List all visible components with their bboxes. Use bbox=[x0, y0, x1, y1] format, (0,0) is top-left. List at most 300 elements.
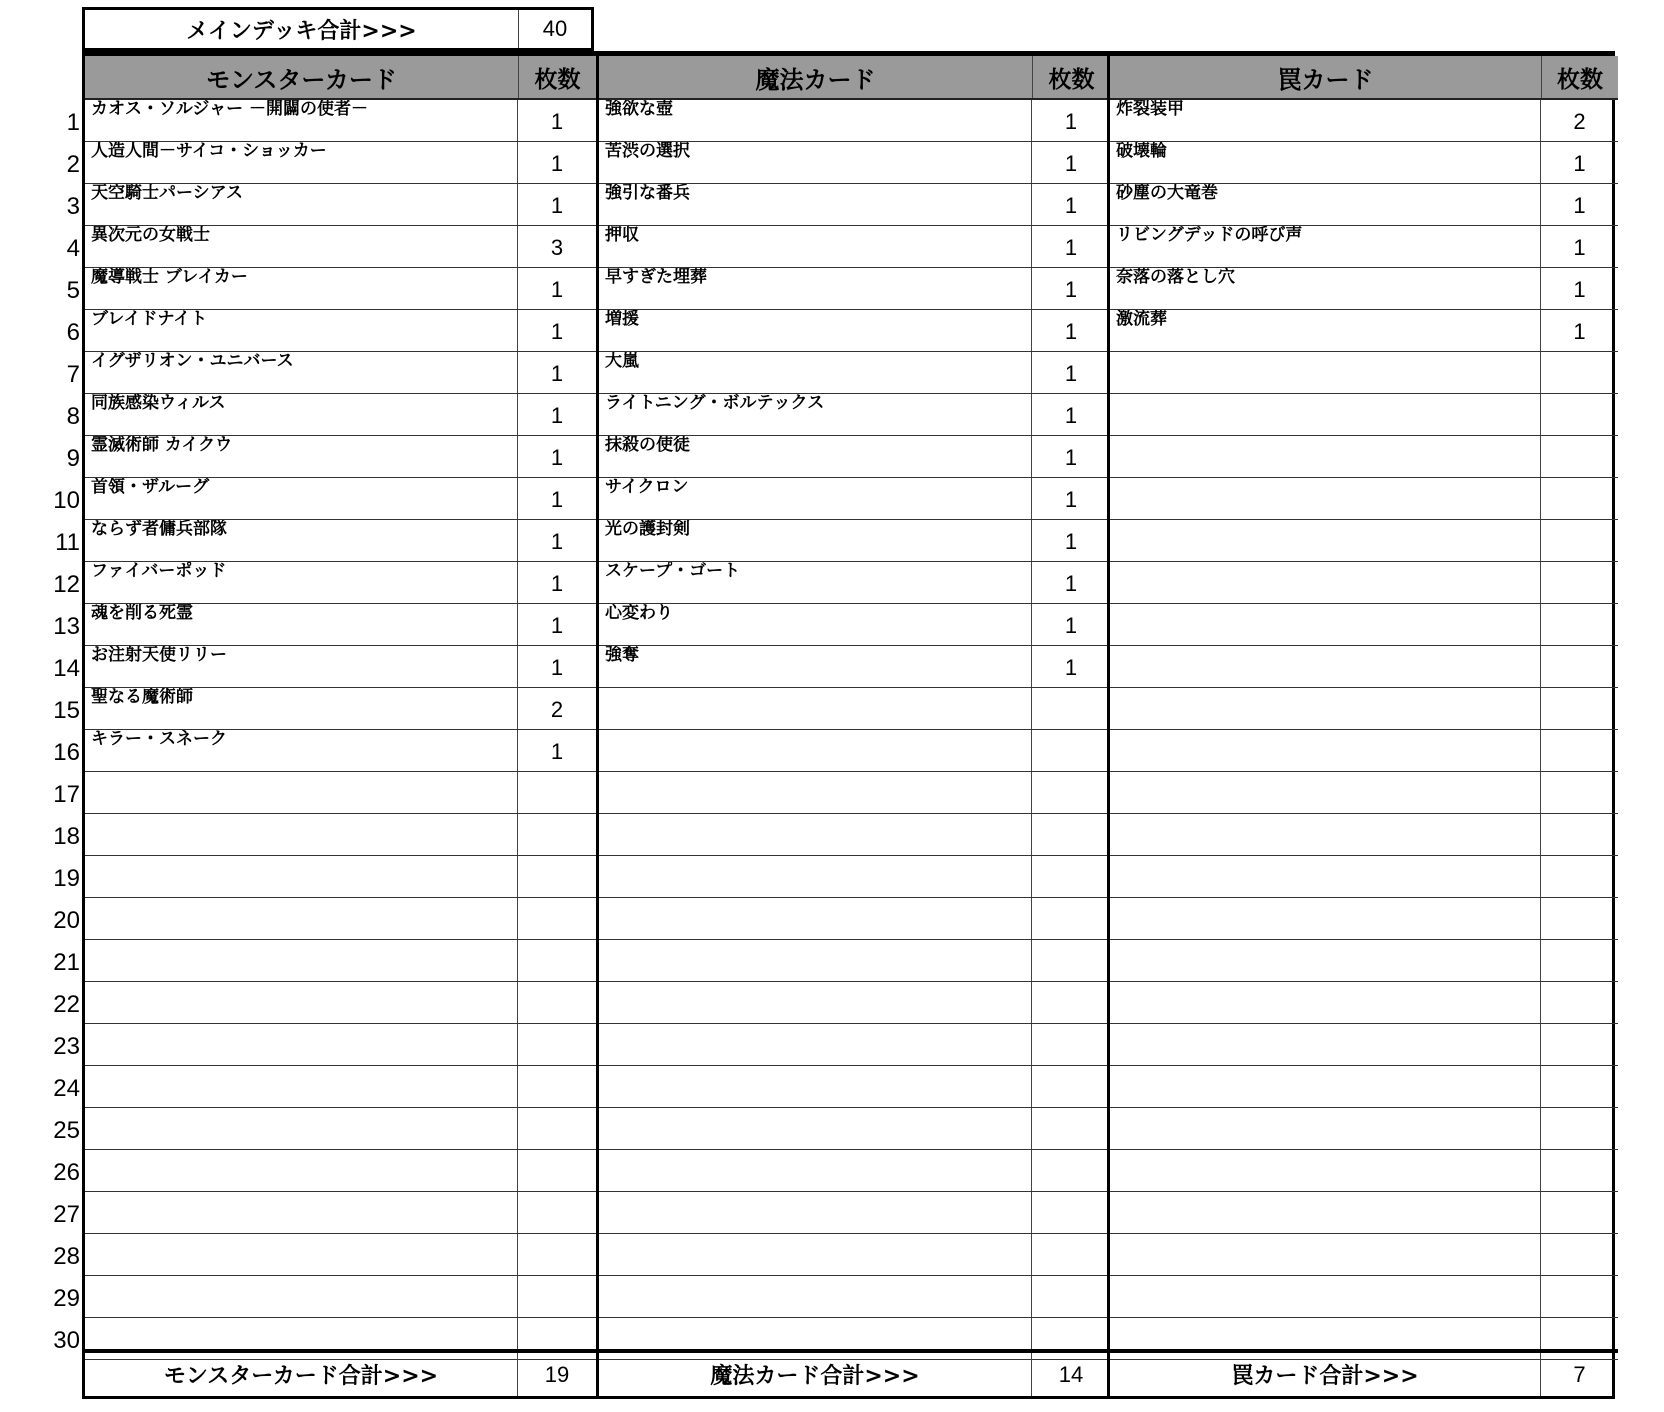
spell-card-count-cell[interactable]: 1 bbox=[1064, 487, 1078, 512]
monster-count-header: 枚数 bbox=[534, 66, 581, 93]
table-row bbox=[599, 730, 1110, 772]
table-row bbox=[85, 730, 596, 772]
row-number: 4 bbox=[66, 235, 80, 262]
trap-card-count-cell[interactable] bbox=[1541, 814, 1618, 855]
spell-card-count-cell[interactable] bbox=[1032, 1108, 1110, 1149]
row-number: 26 bbox=[53, 1159, 80, 1186]
spell-card-name-cell[interactable] bbox=[599, 1024, 1032, 1065]
table-row bbox=[85, 940, 596, 982]
spell-card-name-cell[interactable]: 押収 bbox=[599, 226, 1032, 267]
spell-card-name-cell[interactable] bbox=[599, 730, 1032, 771]
row-number: 3 bbox=[66, 193, 80, 220]
trap-card-name-cell[interactable] bbox=[1110, 730, 1541, 771]
spell-card-count-cell[interactable] bbox=[1032, 940, 1110, 981]
spell-header-row bbox=[599, 56, 1110, 100]
monster-card-count-cell[interactable]: 1 bbox=[550, 739, 564, 764]
main-deck-total-box bbox=[82, 7, 594, 53]
spell-total-value[interactable]: 14 bbox=[1058, 1361, 1084, 1387]
monster-card-count-cell[interactable] bbox=[518, 940, 596, 981]
table-row bbox=[1110, 898, 1618, 940]
spell-card-name-cell[interactable]: 早すぎた埋葬 bbox=[599, 268, 1032, 309]
monster-card-count-cell[interactable] bbox=[518, 1192, 596, 1233]
monster-card-count-cell[interactable]: 1 bbox=[550, 109, 564, 134]
spell-card-name-cell[interactable] bbox=[599, 772, 1032, 813]
row-number: 22 bbox=[53, 991, 80, 1018]
row-number: 19 bbox=[53, 865, 80, 892]
trap-card-count-cell[interactable] bbox=[1541, 688, 1618, 729]
spell-card-count-cell[interactable] bbox=[1032, 982, 1110, 1023]
trap-count-header: 枚数 bbox=[1557, 66, 1603, 93]
spell-total-label: 魔法カード合計>>> bbox=[599, 1353, 1032, 1396]
spell-card-count-cell[interactable] bbox=[1032, 1150, 1110, 1191]
monster-card-name-cell[interactable] bbox=[85, 1066, 518, 1107]
spell-card-count-cell[interactable]: 1 bbox=[1064, 361, 1078, 386]
monster-card-name-cell[interactable]: 首領・ザルーグ bbox=[85, 478, 518, 519]
trap-card-name-cell[interactable] bbox=[1110, 478, 1541, 519]
spell-card-name-cell[interactable]: 強奪 bbox=[599, 646, 1032, 687]
table-row bbox=[599, 1108, 1110, 1150]
row-number: 28 bbox=[53, 1243, 80, 1270]
monster-card-name-cell[interactable]: ブレイドナイト bbox=[85, 310, 518, 351]
table-row bbox=[1110, 268, 1618, 310]
spell-card-count-cell[interactable] bbox=[1032, 1066, 1110, 1107]
row-number: 13 bbox=[53, 613, 80, 640]
table-row bbox=[1110, 520, 1618, 562]
monster-card-count-cell[interactable]: 1 bbox=[550, 529, 564, 554]
table-row bbox=[599, 1192, 1110, 1234]
table-row bbox=[1110, 562, 1618, 604]
table-row bbox=[1110, 100, 1618, 142]
table-row bbox=[599, 268, 1110, 310]
row-number: 25 bbox=[53, 1117, 80, 1144]
row-number: 5 bbox=[66, 277, 80, 304]
spell-card-name-cell[interactable]: 強欲な壺 bbox=[599, 100, 1032, 141]
table-row bbox=[1110, 310, 1618, 352]
spell-column-header: 魔法カード bbox=[599, 56, 1033, 98]
spell-card-name-cell[interactable] bbox=[599, 982, 1032, 1023]
table-row bbox=[1110, 604, 1618, 646]
table-row bbox=[1110, 1066, 1618, 1108]
trap-card-count-cell[interactable] bbox=[1541, 898, 1618, 939]
spell-rows bbox=[599, 100, 1110, 1360]
monster-card-count-cell[interactable]: 1 bbox=[550, 193, 564, 218]
monster-card-name-cell[interactable] bbox=[85, 1150, 518, 1191]
table-row bbox=[1110, 478, 1618, 520]
trap-card-count-cell[interactable]: 1 bbox=[1573, 235, 1586, 260]
trap-card-name-cell[interactable] bbox=[1110, 940, 1541, 981]
table-row bbox=[1110, 394, 1618, 436]
row-number: 16 bbox=[53, 739, 80, 766]
monster-card-count-cell[interactable] bbox=[518, 898, 596, 939]
table-row bbox=[1110, 184, 1618, 226]
table-row bbox=[599, 646, 1110, 688]
trap-card-count-cell[interactable] bbox=[1541, 982, 1618, 1023]
monster-card-name-cell[interactable]: 人造人間－サイコ・ショッカー bbox=[85, 142, 518, 183]
main-deck-total-label: メインデッキ合計>>> bbox=[85, 10, 519, 48]
spell-card-name-cell[interactable] bbox=[599, 1192, 1032, 1233]
spell-card-name-cell[interactable]: 強引な番兵 bbox=[599, 184, 1032, 225]
trap-section bbox=[1107, 56, 1618, 1396]
monster-card-name-cell[interactable] bbox=[85, 982, 518, 1023]
spell-total-row bbox=[599, 1349, 1110, 1396]
table-row bbox=[1110, 1192, 1618, 1234]
monster-card-name-cell[interactable]: ファイバーポッド bbox=[85, 562, 518, 603]
table-row bbox=[599, 982, 1110, 1024]
monster-card-name-cell[interactable]: 異次元の女戦士 bbox=[85, 226, 518, 267]
spell-card-name-cell[interactable]: 増援 bbox=[599, 310, 1032, 351]
trap-card-count-cell[interactable] bbox=[1541, 856, 1618, 897]
table-row bbox=[599, 1024, 1110, 1066]
spell-card-name-cell[interactable] bbox=[599, 814, 1032, 855]
spell-card-count-cell[interactable] bbox=[1032, 814, 1110, 855]
trap-card-count-cell[interactable] bbox=[1541, 940, 1618, 981]
trap-card-count-cell[interactable]: 1 bbox=[1573, 319, 1586, 344]
spell-card-count-cell[interactable] bbox=[1032, 1024, 1110, 1065]
trap-card-count-cell[interactable] bbox=[1541, 520, 1618, 561]
monster-card-count-cell[interactable] bbox=[518, 1108, 596, 1149]
table-row bbox=[85, 1024, 596, 1066]
trap-card-count-cell[interactable] bbox=[1541, 646, 1618, 687]
row-number: 7 bbox=[66, 361, 80, 388]
trap-card-name-cell[interactable] bbox=[1110, 1024, 1541, 1065]
table-row bbox=[85, 310, 596, 352]
monster-card-count-cell[interactable] bbox=[518, 814, 596, 855]
trap-card-name-cell[interactable] bbox=[1110, 856, 1541, 897]
table-row bbox=[85, 1066, 596, 1108]
trap-card-count-cell[interactable] bbox=[1541, 1234, 1618, 1275]
spell-card-count-cell[interactable]: 1 bbox=[1064, 319, 1078, 344]
monster-card-name-cell[interactable]: イグザリオン・ユニバース bbox=[85, 352, 518, 393]
table-row bbox=[1110, 226, 1618, 268]
table-row bbox=[1110, 982, 1618, 1024]
trap-total-label: 罠カード合計>>> bbox=[1110, 1353, 1541, 1396]
trap-card-count-cell[interactable] bbox=[1541, 562, 1618, 603]
table-row bbox=[1110, 1276, 1618, 1318]
monster-card-count-cell[interactable]: 1 bbox=[550, 655, 564, 680]
table-row bbox=[85, 1276, 596, 1318]
monster-card-name-cell[interactable] bbox=[85, 1024, 518, 1065]
spell-card-count-cell[interactable]: 1 bbox=[1064, 445, 1078, 470]
table-row bbox=[599, 814, 1110, 856]
monster-card-count-cell[interactable] bbox=[518, 1276, 596, 1317]
monster-card-count-cell[interactable] bbox=[518, 856, 596, 897]
table-row bbox=[1110, 814, 1618, 856]
row-number: 2 bbox=[66, 151, 80, 178]
monster-card-name-cell[interactable]: キラー・スネーク bbox=[85, 730, 518, 771]
trap-card-count-cell[interactable] bbox=[1541, 1024, 1618, 1065]
spell-card-name-cell[interactable] bbox=[599, 1108, 1032, 1149]
row-number: 11 bbox=[55, 529, 80, 556]
table-row bbox=[599, 100, 1110, 142]
trap-card-count-cell[interactable] bbox=[1541, 1276, 1618, 1317]
trap-card-count-cell[interactable] bbox=[1541, 1066, 1618, 1107]
trap-card-count-cell[interactable] bbox=[1541, 730, 1618, 771]
row-number: 27 bbox=[53, 1201, 80, 1228]
row-number: 14 bbox=[53, 655, 80, 682]
monster-card-name-cell[interactable] bbox=[85, 1234, 518, 1275]
trap-card-name-cell[interactable] bbox=[1110, 436, 1541, 477]
trap-card-name-cell[interactable] bbox=[1110, 1108, 1541, 1149]
monster-card-count-cell[interactable]: 1 bbox=[550, 277, 564, 302]
monster-card-name-cell[interactable]: 天空騎士パーシアス bbox=[85, 184, 518, 225]
trap-card-name-cell[interactable] bbox=[1110, 1234, 1541, 1275]
spell-card-count-cell[interactable] bbox=[1032, 898, 1110, 939]
spell-card-count-cell[interactable]: 1 bbox=[1064, 277, 1078, 302]
table-row bbox=[85, 268, 596, 310]
table-row bbox=[599, 478, 1110, 520]
trap-card-count-cell[interactable] bbox=[1541, 394, 1618, 435]
row-number: 15 bbox=[53, 697, 80, 724]
table-row bbox=[599, 856, 1110, 898]
trap-card-name-cell[interactable] bbox=[1110, 982, 1541, 1023]
trap-card-count-cell[interactable] bbox=[1541, 1108, 1618, 1149]
table-row bbox=[85, 604, 596, 646]
trap-card-count-cell[interactable]: 1 bbox=[1573, 193, 1586, 218]
table-row bbox=[85, 982, 596, 1024]
trap-card-count-cell[interactable] bbox=[1541, 436, 1618, 477]
monster-header-row bbox=[85, 56, 596, 100]
spell-card-name-cell[interactable] bbox=[599, 1234, 1032, 1275]
row-number: 24 bbox=[53, 1075, 80, 1102]
trap-card-count-cell[interactable] bbox=[1541, 352, 1618, 393]
trap-card-name-cell[interactable] bbox=[1110, 604, 1541, 645]
trap-card-count-cell[interactable] bbox=[1541, 1150, 1618, 1191]
monster-card-count-cell[interactable] bbox=[518, 1234, 596, 1275]
trap-card-name-cell[interactable] bbox=[1110, 814, 1541, 855]
monster-card-count-cell[interactable]: 1 bbox=[550, 361, 564, 386]
table-row bbox=[599, 310, 1110, 352]
trap-rows bbox=[1110, 100, 1618, 1360]
row-number: 20 bbox=[53, 907, 80, 934]
table-row bbox=[1110, 142, 1618, 184]
table-row bbox=[85, 562, 596, 604]
monster-card-count-cell[interactable] bbox=[518, 982, 596, 1023]
row-number: 10 bbox=[53, 487, 80, 514]
monster-card-name-cell[interactable]: 聖なる魔術師 bbox=[85, 688, 518, 729]
row-number: 17 bbox=[53, 781, 80, 808]
monster-card-name-cell[interactable] bbox=[85, 856, 518, 897]
trap-card-name-cell[interactable] bbox=[1110, 1192, 1541, 1233]
trap-card-count-cell[interactable] bbox=[1541, 772, 1618, 813]
table-row bbox=[599, 898, 1110, 940]
monster-card-name-cell[interactable]: 同族感染ウィルス bbox=[85, 394, 518, 435]
deck-list-table bbox=[82, 51, 1615, 1399]
monster-section bbox=[85, 56, 596, 1396]
table-row bbox=[599, 394, 1110, 436]
monster-card-count-cell[interactable]: 2 bbox=[550, 697, 564, 722]
trap-card-name-cell[interactable]: 炸裂装甲 bbox=[1110, 100, 1541, 141]
spell-card-count-cell[interactable]: 1 bbox=[1064, 571, 1078, 596]
spell-card-count-cell[interactable] bbox=[1032, 1192, 1110, 1233]
spell-card-count-cell[interactable]: 1 bbox=[1064, 655, 1078, 680]
row-number: 29 bbox=[53, 1285, 80, 1312]
monster-card-count-cell[interactable]: 1 bbox=[550, 487, 564, 512]
monster-card-count-cell[interactable] bbox=[518, 1066, 596, 1107]
monster-card-name-cell[interactable] bbox=[85, 814, 518, 855]
trap-card-name-cell[interactable] bbox=[1110, 646, 1541, 687]
trap-card-name-cell[interactable] bbox=[1110, 1150, 1541, 1191]
trap-card-count-cell[interactable]: 1 bbox=[1573, 151, 1586, 176]
spell-card-count-cell[interactable]: 1 bbox=[1064, 235, 1078, 260]
trap-card-count-cell[interactable]: 1 bbox=[1573, 277, 1586, 302]
trap-card-name-cell[interactable] bbox=[1110, 394, 1541, 435]
table-row bbox=[85, 394, 596, 436]
trap-card-name-cell[interactable]: 奈落の落とし穴 bbox=[1110, 268, 1541, 309]
row-number: 21 bbox=[53, 949, 80, 976]
row-number: 1 bbox=[66, 109, 80, 136]
monster-card-name-cell[interactable]: カオス・ソルジャー －開闢の使者－ bbox=[85, 100, 518, 141]
monster-card-name-cell[interactable]: 魂を削る死霊 bbox=[85, 604, 518, 645]
table-row bbox=[1110, 1234, 1618, 1276]
spell-card-name-cell[interactable] bbox=[599, 1066, 1032, 1107]
table-row bbox=[85, 142, 596, 184]
trap-card-name-cell[interactable] bbox=[1110, 562, 1541, 603]
row-number: 30 bbox=[53, 1327, 80, 1354]
spell-card-count-cell[interactable] bbox=[1032, 1276, 1110, 1317]
monster-card-name-cell[interactable] bbox=[85, 1192, 518, 1233]
trap-card-name-cell[interactable] bbox=[1110, 1066, 1541, 1107]
row-number-column bbox=[40, 97, 80, 1357]
trap-card-name-cell[interactable] bbox=[1110, 688, 1541, 729]
spell-card-name-cell[interactable] bbox=[599, 688, 1032, 729]
table-row bbox=[599, 520, 1110, 562]
trap-card-name-cell[interactable] bbox=[1110, 352, 1541, 393]
spell-card-count-cell[interactable] bbox=[1032, 1234, 1110, 1275]
monster-card-name-cell[interactable] bbox=[85, 898, 518, 939]
monster-card-count-cell[interactable]: 3 bbox=[550, 235, 564, 260]
spell-card-name-cell[interactable] bbox=[599, 940, 1032, 981]
spell-card-name-cell[interactable]: サイクロン bbox=[599, 478, 1032, 519]
trap-column-header: 罠カード bbox=[1110, 56, 1542, 98]
monster-card-count-cell[interactable]: 1 bbox=[550, 445, 564, 470]
trap-total-value[interactable]: 7 bbox=[1573, 1361, 1586, 1387]
spell-count-header: 枚数 bbox=[1048, 66, 1095, 93]
monster-card-name-cell[interactable]: 霊滅術師 カイクウ bbox=[85, 436, 518, 477]
main-deck-total-value[interactable]: 40 bbox=[542, 16, 568, 41]
spell-card-name-cell[interactable]: 大嵐 bbox=[599, 352, 1032, 393]
table-row bbox=[85, 184, 596, 226]
trap-card-count-cell[interactable]: 2 bbox=[1573, 109, 1586, 134]
spell-card-name-cell[interactable]: スケープ・ゴート bbox=[599, 562, 1032, 603]
table-row bbox=[85, 1192, 596, 1234]
spell-card-name-cell[interactable]: 苦渋の選択 bbox=[599, 142, 1032, 183]
table-row bbox=[1110, 688, 1618, 730]
table-row bbox=[1110, 730, 1618, 772]
table-row bbox=[599, 142, 1110, 184]
monster-card-name-cell[interactable] bbox=[85, 940, 518, 981]
trap-card-name-cell[interactable]: 激流葬 bbox=[1110, 310, 1541, 351]
monster-total-label: モンスターカード合計>>> bbox=[85, 1353, 518, 1396]
spell-card-name-cell[interactable] bbox=[599, 1150, 1032, 1191]
trap-card-count-cell[interactable] bbox=[1541, 604, 1618, 645]
table-row bbox=[85, 856, 596, 898]
table-row bbox=[85, 688, 596, 730]
spell-card-count-cell[interactable]: 1 bbox=[1064, 109, 1078, 134]
monster-card-name-cell[interactable]: ならず者傭兵部隊 bbox=[85, 520, 518, 561]
monster-column-header: モンスターカード bbox=[85, 56, 519, 98]
table-row bbox=[85, 898, 596, 940]
monster-card-count-cell[interactable]: 1 bbox=[550, 319, 564, 344]
spell-card-count-cell[interactable] bbox=[1032, 772, 1110, 813]
spell-card-count-cell[interactable] bbox=[1032, 856, 1110, 897]
trap-card-count-cell[interactable] bbox=[1541, 1192, 1618, 1233]
table-row bbox=[85, 1108, 596, 1150]
trap-total-row bbox=[1110, 1349, 1618, 1396]
spell-card-name-cell[interactable]: 光の護封剣 bbox=[599, 520, 1032, 561]
table-row bbox=[599, 1066, 1110, 1108]
spell-card-name-cell[interactable] bbox=[599, 898, 1032, 939]
row-number: 18 bbox=[53, 823, 80, 850]
table-row bbox=[1110, 646, 1618, 688]
spell-card-count-cell[interactable]: 1 bbox=[1064, 613, 1078, 638]
table-row bbox=[85, 772, 596, 814]
monster-card-count-cell[interactable]: 1 bbox=[550, 151, 564, 176]
spell-card-name-cell[interactable]: 心変わり bbox=[599, 604, 1032, 645]
table-row bbox=[85, 100, 596, 142]
monster-card-count-cell[interactable] bbox=[518, 1024, 596, 1065]
spell-card-name-cell[interactable]: ライトニング・ボルテックス bbox=[599, 394, 1032, 435]
monster-card-count-cell[interactable] bbox=[518, 772, 596, 813]
table-row bbox=[1110, 772, 1618, 814]
spell-card-count-cell[interactable] bbox=[1032, 730, 1110, 771]
spell-card-name-cell[interactable] bbox=[599, 1276, 1032, 1317]
spell-card-name-cell[interactable] bbox=[599, 856, 1032, 897]
spell-card-count-cell[interactable]: 1 bbox=[1064, 403, 1078, 428]
spell-card-name-cell[interactable]: 抹殺の使徒 bbox=[599, 436, 1032, 477]
spell-card-count-cell[interactable] bbox=[1032, 688, 1110, 729]
trap-card-name-cell[interactable] bbox=[1110, 1276, 1541, 1317]
trap-header-row bbox=[1110, 56, 1618, 100]
trap-card-name-cell[interactable]: リビングデッドの呼び声 bbox=[1110, 226, 1541, 267]
table-row bbox=[1110, 1024, 1618, 1066]
trap-card-name-cell[interactable]: 破壊輪 bbox=[1110, 142, 1541, 183]
spell-card-count-cell[interactable]: 1 bbox=[1064, 529, 1078, 554]
table-row bbox=[85, 436, 596, 478]
monster-total-value[interactable]: 19 bbox=[544, 1361, 570, 1387]
trap-card-name-cell[interactable] bbox=[1110, 520, 1541, 561]
monster-card-name-cell[interactable] bbox=[85, 1108, 518, 1149]
spell-section bbox=[596, 56, 1110, 1396]
row-number: 9 bbox=[66, 445, 80, 472]
table-row bbox=[599, 436, 1110, 478]
trap-card-name-cell[interactable]: 砂塵の大竜巻 bbox=[1110, 184, 1541, 225]
monster-card-count-cell[interactable]: 1 bbox=[550, 403, 564, 428]
table-row bbox=[1110, 856, 1618, 898]
monster-card-count-cell[interactable]: 1 bbox=[550, 613, 564, 638]
spell-card-count-cell[interactable]: 1 bbox=[1064, 151, 1078, 176]
monster-card-name-cell[interactable]: 魔導戦士 ブレイカー bbox=[85, 268, 518, 309]
row-number: 6 bbox=[66, 319, 80, 346]
trap-card-name-cell[interactable] bbox=[1110, 898, 1541, 939]
monster-card-name-cell[interactable] bbox=[85, 772, 518, 813]
monster-card-name-cell[interactable] bbox=[85, 1276, 518, 1317]
monster-card-name-cell[interactable]: お注射天使リリー bbox=[85, 646, 518, 687]
monster-total-row bbox=[85, 1349, 596, 1396]
spell-card-count-cell[interactable]: 1 bbox=[1064, 193, 1078, 218]
table-row bbox=[1110, 436, 1618, 478]
monster-rows bbox=[85, 100, 596, 1360]
table-row bbox=[85, 478, 596, 520]
table-row bbox=[599, 1150, 1110, 1192]
table-row bbox=[599, 226, 1110, 268]
trap-card-name-cell[interactable] bbox=[1110, 772, 1541, 813]
row-number: 12 bbox=[53, 571, 80, 598]
monster-card-count-cell[interactable] bbox=[518, 1150, 596, 1191]
monster-card-count-cell[interactable]: 1 bbox=[550, 571, 564, 596]
trap-card-count-cell[interactable] bbox=[1541, 478, 1618, 519]
table-row bbox=[85, 1234, 596, 1276]
table-row bbox=[1110, 940, 1618, 982]
